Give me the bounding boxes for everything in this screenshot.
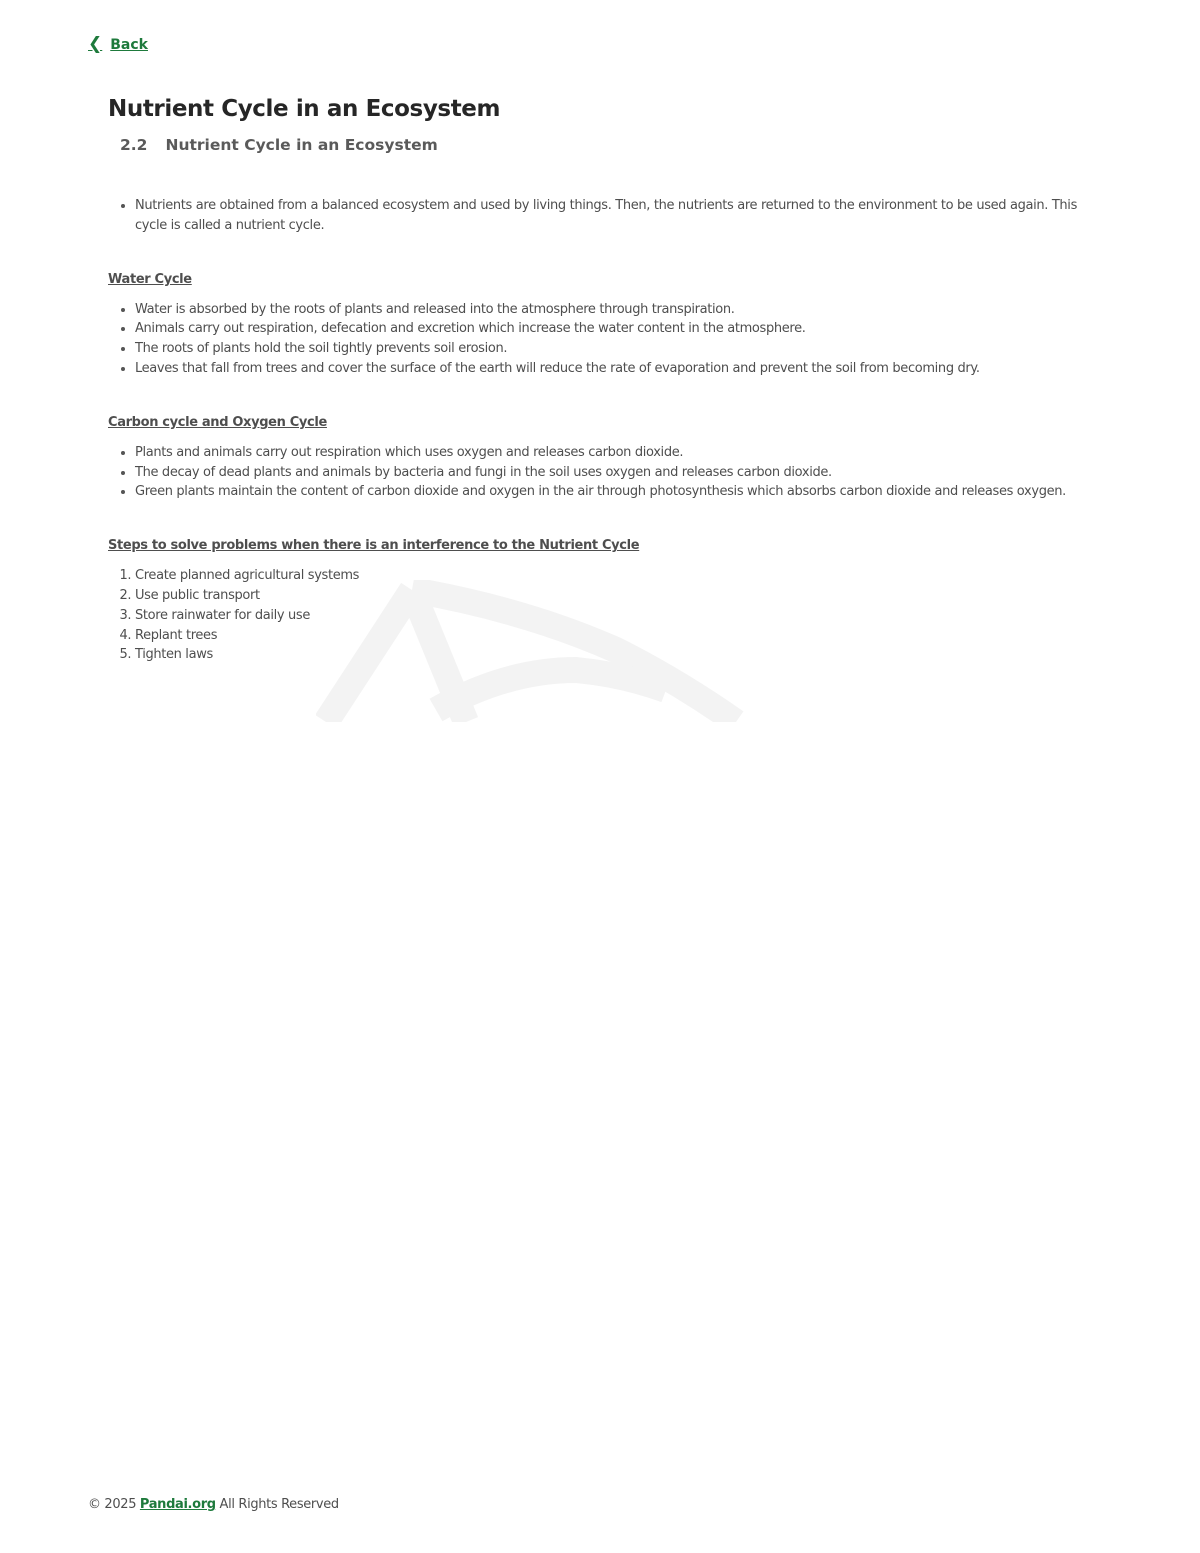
rights-text: All Rights Reserved (219, 1497, 339, 1512)
page-title: Nutrient Cycle in an Ecosystem (108, 96, 501, 122)
steps-heading: Steps to solve problems when there is an interference to the Nutrient Cycle (108, 538, 640, 554)
list-item: 2. Use public transport (135, 586, 1088, 606)
steps-list (108, 566, 1088, 665)
pandai-link[interactable]: Pandai.org (139, 1497, 216, 1512)
list-item: 3. Store rainwater for daily use (135, 606, 1088, 626)
list-item: • Animals carry out respiration, defecation and excretion which increase the water content in the atmosphere. (135, 319, 1088, 339)
section-number: 2.2 (120, 136, 148, 154)
list-item: • The roots of plants hold the soil tightly prevents soil erosion. (135, 339, 1088, 359)
carbon-oxygen-cycle-heading: Carbon cycle and Oxygen Cycle (108, 414, 327, 430)
list-item: 1. Create planned agricultural systems (135, 566, 1088, 586)
intro-list (108, 196, 1088, 236)
water-cycle-list (108, 300, 1088, 379)
document-content (108, 96, 1088, 665)
list-item: 5. Tighten laws (135, 645, 1088, 665)
water-cycle-heading: Water Cycle (108, 271, 192, 287)
list-item: 4. Replant trees (135, 626, 1088, 646)
list-item: • Nutrients are obtained from a balanced ecosystem and used by living things. Then, the nutrients are returned to the environment to be used again. This cycle is called a nutrient cycle. (135, 196, 1088, 236)
section-title: Nutrient Cycle in an Ecosystem (165, 136, 438, 154)
back-link[interactable] (88, 36, 148, 53)
section-heading (120, 136, 1088, 154)
chevron-left-icon: ❮ (88, 34, 103, 54)
copyright-text: © 2025 (88, 1497, 137, 1512)
list-item: • Leaves that fall from trees and cover the surface of the earth will reduce the rate of evaporation and prevent the soil from becoming dry. (135, 359, 1088, 379)
footer (88, 1497, 339, 1512)
list-item: • The decay of dead plants and animals by bacteria and fungi in the soil uses oxygen and releases carbon dioxide. (135, 463, 1088, 483)
carbon-oxygen-cycle-list (108, 443, 1088, 502)
list-item: • Green plants maintain the content of carbon dioxide and oxygen in the air through photosynthesis which absorbs carbon dioxide and releases oxygen. (135, 482, 1088, 502)
list-item: • Plants and animals carry out respiration which uses oxygen and releases carbon dioxide. (135, 443, 1088, 463)
list-item: • Water is absorbed by the roots of plants and released into the atmosphere through transpiration. (135, 300, 1088, 320)
back-label: Back (110, 36, 148, 53)
